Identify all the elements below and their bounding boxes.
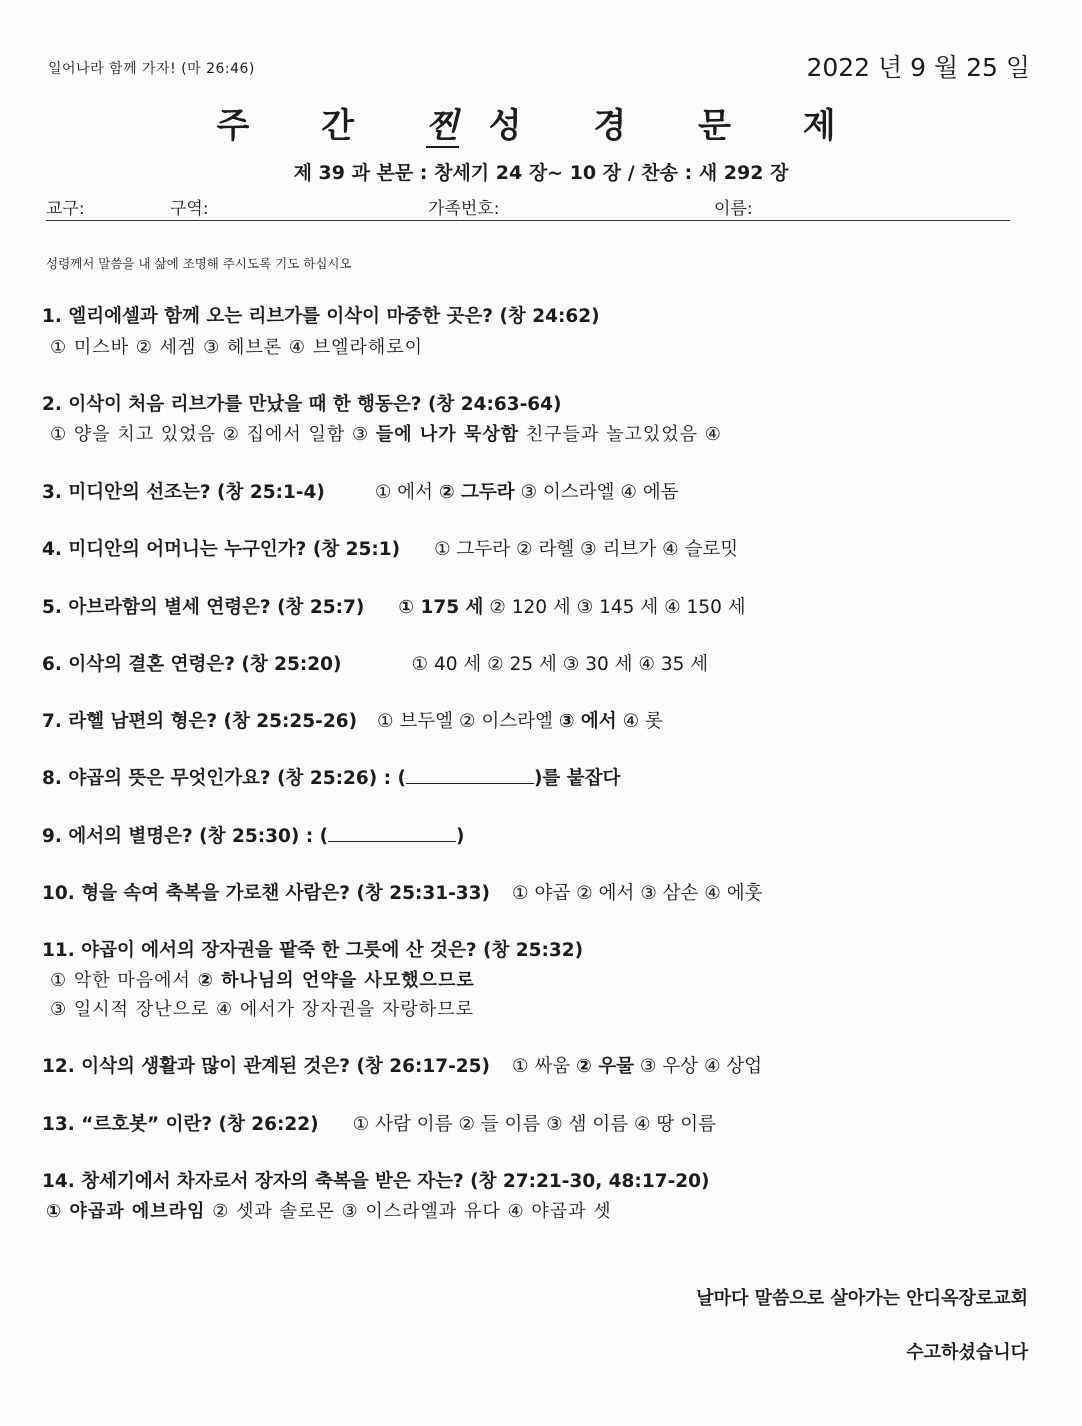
question-6 <box>42 650 708 676</box>
question-2-options <box>50 420 722 446</box>
option-text: 친구들과 놀고있었음 ④ <box>519 424 722 445</box>
question-9 <box>42 822 465 848</box>
info-fields <box>46 194 1010 221</box>
closing-message: 수고하셨습니다 <box>906 1342 1028 1363</box>
motto: 일어나라 함께 가자! (마 26:46) <box>48 61 255 77</box>
name-label: 이름: <box>714 199 753 219</box>
question-text: 3. 미디안의 선조는? (창 25:1-4) <box>42 482 325 503</box>
question-5 <box>42 593 746 619</box>
question-11-options-line2: ③ 일시적 장난으로 ④ 에서가 장자권을 자랑하므로 <box>50 999 474 1020</box>
question-text: 5. 아브라함의 별세 연령은? (창 25:7) <box>42 597 365 618</box>
option-text: ③ 이스라엘 ④ 에돔 <box>514 482 679 503</box>
prayer-note: 성령께서 말씀을 내 삶에 조명해 주시도록 기도 하십시오 <box>46 256 352 271</box>
answer-option: ② 그두라 <box>438 482 515 503</box>
question-text: 10. 형을 속여 축복을 가로챈 사람은? (창 25:31-33) <box>42 883 491 904</box>
option-text: ② 셋과 솔로몬 ③ 이스라엘과 유다 ④ 야곱과 셋 <box>205 1201 612 1222</box>
question-11-options-line1 <box>50 966 475 992</box>
answer-option: ② 하나님의 언약을 사모했으므로 <box>197 970 475 991</box>
family-no-label: 가족번호: <box>428 199 500 219</box>
question-text: 1. 엘리에셀과 함께 오는 리브가를 이삭이 마중한 곳은? (창 24:62) <box>42 306 600 327</box>
question-8 <box>42 764 620 790</box>
question-text: 12. 이삭의 생활과 많이 관계된 것은? (창 26:17-25) <box>42 1056 491 1077</box>
date: 2022 년 9 월 25 일 <box>806 53 1030 82</box>
question-text-after: ) <box>456 826 465 847</box>
church-name: 날마다 말씀으로 살아가는 안디옥장로교회 <box>696 1288 1028 1309</box>
question-text: 9. 에서의 별명은? (창 25:30) : ( <box>42 826 329 847</box>
answer-option: ② 우물 <box>576 1056 634 1077</box>
question-text: 2. 이삭이 처음 리브가를 만났을 때 한 행동은? (창 24:63-64) <box>42 394 562 415</box>
question-text: 8. 야곱의 뜻은 무엇인가요? (창 25:26) : ( <box>42 768 406 789</box>
question-1 <box>42 302 600 328</box>
answer-blank[interactable] <box>406 767 534 784</box>
question-4-options: ① 그두라 ② 라헬 ③ 리브가 ④ 슬로밋 <box>434 539 739 560</box>
question-11 <box>42 936 583 962</box>
question-text: 13. “르호봇” 이란? (창 26:22) <box>42 1114 319 1135</box>
question-13 <box>42 1110 716 1136</box>
question-14-options <box>46 1197 612 1223</box>
title-mark: 찐 <box>425 106 459 146</box>
question-text: 11. 야곱이 에서의 장자권을 팥죽 한 그릇에 산 것은? (창 25:32) <box>42 940 584 961</box>
option-text: ④ 롯 <box>616 711 663 732</box>
question-13-options: ① 사람 이름 ② 들 이름 ③ 샘 이름 ④ 땅 이름 <box>352 1114 716 1135</box>
answer-option: ① 야곱과 에브라임 <box>46 1201 206 1222</box>
parish-label: 교구: <box>46 199 85 219</box>
title-right: 성 경 문 제 <box>488 106 866 146</box>
option-text: ① 양을 치고 있었음 ② 집에서 일함 ③ <box>50 424 376 445</box>
question-text: 4. 미디안의 어머니는 누구인가? (창 25:1) <box>42 539 401 560</box>
question-text: 6. 이삭의 결혼 연령은? (창 25:20) <box>42 654 342 675</box>
question-14 <box>42 1167 709 1193</box>
option-text: ① 에서 <box>374 482 439 503</box>
question-6-options: ① 40 세 ② 25 세 ③ 30 세 ④ 35 세 <box>411 654 709 675</box>
subtitle: 제 39 과 본문 : 창세기 24 장~ 10 장 / 찬송 : 새 292 장 <box>293 162 789 184</box>
question-7 <box>42 707 663 733</box>
option-text: ② 120 세 ③ 145 세 ④ 150 세 <box>483 597 746 618</box>
question-text: 7. 라헬 남편의 형은? (창 25:25-26) <box>42 711 358 732</box>
question-4 <box>42 535 738 561</box>
answer-option: ③ 에서 <box>558 711 617 732</box>
question-10 <box>42 879 763 905</box>
option-text: ① 브두엘 ② 이스라엘 <box>377 711 559 732</box>
answer-option: 들에 나가 묵상함 <box>375 424 520 445</box>
question-1-options: ① 미스바 ② 세겜 ③ 헤브론 ④ 브엘라해로이 <box>50 337 424 358</box>
option-text: ③ 우상 ④ 상업 <box>633 1056 763 1077</box>
answer-blank[interactable] <box>328 825 456 842</box>
answer-option: ① 175 세 <box>398 597 484 618</box>
title-left: 주 간 <box>216 106 384 146</box>
question-text-after: )를 붙잡다 <box>533 768 621 789</box>
question-3 <box>42 478 679 504</box>
question-text: 14. 창세기에서 차자로서 장자의 축복을 받은 자는? (창 27:21-30, 48:17-20) <box>42 1171 710 1192</box>
question-10-options: ① 야곱 ② 에서 ③ 삼손 ④ 에훗 <box>512 883 763 904</box>
district-label: 구역: <box>170 199 209 219</box>
option-text: ① 악한 마음에서 <box>50 970 198 991</box>
option-text: ① 싸움 <box>512 1056 577 1077</box>
page-title <box>0 98 1082 147</box>
question-12 <box>42 1052 762 1078</box>
question-2 <box>42 390 562 416</box>
